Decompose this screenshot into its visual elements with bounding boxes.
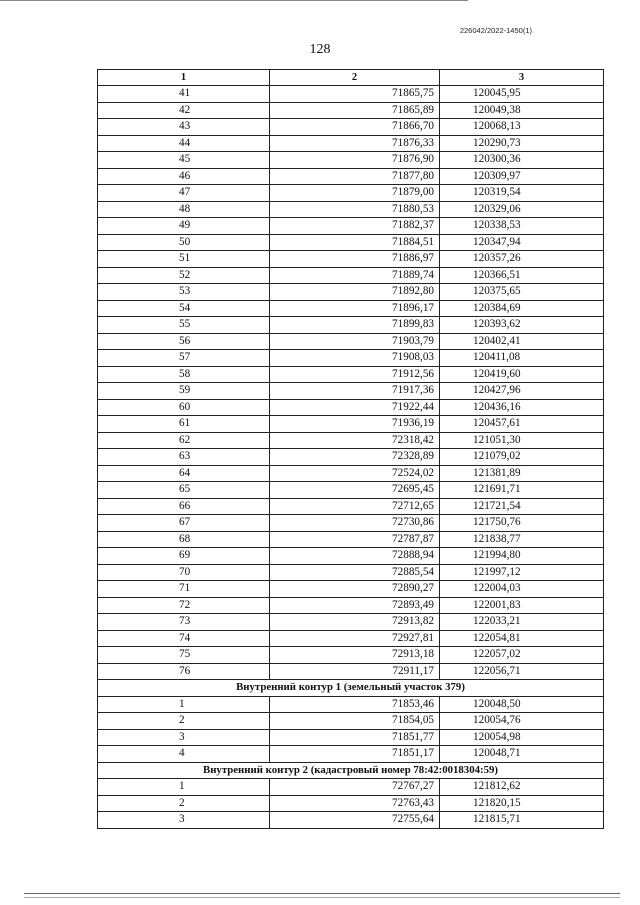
point-number-cell: 1	[98, 696, 270, 713]
point-number-cell: 61	[98, 416, 270, 433]
y-coordinate-cell: 120402,41	[440, 333, 604, 350]
table-row	[98, 201, 604, 218]
point-number-cell: 55	[98, 317, 270, 334]
y-coordinate-cell: 120366,51	[440, 267, 604, 284]
table-row	[98, 399, 604, 416]
table-row	[98, 366, 604, 383]
table-row	[98, 234, 604, 251]
table-row	[98, 812, 604, 829]
x-coordinate-cell: 72913,82	[270, 614, 440, 631]
x-coordinate-cell: 71903,79	[270, 333, 440, 350]
x-coordinate-cell: 71896,17	[270, 300, 440, 317]
point-number-cell: 56	[98, 333, 270, 350]
x-coordinate-cell: 71853,46	[270, 696, 440, 713]
y-coordinate-cell: 121994,80	[440, 548, 604, 565]
point-number-cell: 69	[98, 548, 270, 565]
y-coordinate-cell: 120357,26	[440, 251, 604, 268]
point-number-cell: 46	[98, 168, 270, 185]
x-coordinate-cell: 72893,49	[270, 597, 440, 614]
page-number: 128	[309, 42, 331, 57]
y-coordinate-cell: 120048,71	[440, 746, 604, 763]
table-row	[98, 795, 604, 812]
bottom-rule-secondary	[24, 897, 620, 898]
point-number-cell: 58	[98, 366, 270, 383]
point-number-cell: 3	[98, 729, 270, 746]
x-coordinate-cell: 71866,70	[270, 119, 440, 136]
y-coordinate-cell: 120049,38	[440, 102, 604, 119]
table-row	[98, 168, 604, 185]
y-coordinate-cell: 121721,54	[440, 498, 604, 515]
x-coordinate-cell: 72695,45	[270, 482, 440, 499]
y-coordinate-cell: 121051,30	[440, 432, 604, 449]
point-number-cell: 1	[98, 779, 270, 796]
table-row	[98, 432, 604, 449]
point-number-cell: 53	[98, 284, 270, 301]
x-coordinate-cell: 71854,05	[270, 713, 440, 730]
point-number-cell: 48	[98, 201, 270, 218]
x-coordinate-cell: 71912,56	[270, 366, 440, 383]
table-row	[98, 713, 604, 730]
y-coordinate-cell: 120427,96	[440, 383, 604, 400]
column-header-x: 2	[270, 70, 440, 86]
x-coordinate-cell: 71908,03	[270, 350, 440, 367]
point-number-cell: 51	[98, 251, 270, 268]
x-coordinate-cell: 72755,64	[270, 812, 440, 829]
y-coordinate-cell: 120309,97	[440, 168, 604, 185]
document-id: 226042/2022-1450(1)	[459, 26, 532, 35]
top-rule	[0, 0, 468, 1]
x-coordinate-cell: 72927,81	[270, 630, 440, 647]
section-row	[98, 680, 604, 697]
point-number-cell: 63	[98, 449, 270, 466]
y-coordinate-cell: 120347,94	[440, 234, 604, 251]
table-row	[98, 779, 604, 796]
x-coordinate-cell: 71876,33	[270, 135, 440, 152]
x-coordinate-cell: 71876,90	[270, 152, 440, 169]
y-coordinate-cell: 122054,81	[440, 630, 604, 647]
point-number-cell: 72	[98, 597, 270, 614]
point-number-cell: 47	[98, 185, 270, 202]
x-coordinate-cell: 71917,36	[270, 383, 440, 400]
point-number-cell: 60	[98, 399, 270, 416]
section-row	[98, 762, 604, 779]
point-number-cell: 57	[98, 350, 270, 367]
y-coordinate-cell: 120384,69	[440, 300, 604, 317]
table-row	[98, 152, 604, 169]
table-row	[98, 564, 604, 581]
point-number-cell: 64	[98, 465, 270, 482]
x-coordinate-cell: 71892,80	[270, 284, 440, 301]
table-row	[98, 185, 604, 202]
x-coordinate-cell: 72911,17	[270, 663, 440, 680]
x-coordinate-cell: 71936,19	[270, 416, 440, 433]
y-coordinate-cell: 120054,98	[440, 729, 604, 746]
table-row	[98, 498, 604, 515]
table-row	[98, 746, 604, 763]
point-number-cell: 41	[98, 86, 270, 103]
x-coordinate-cell: 72318,42	[270, 432, 440, 449]
table-row	[98, 597, 604, 614]
x-coordinate-cell: 71880,53	[270, 201, 440, 218]
y-coordinate-cell: 121691,71	[440, 482, 604, 499]
x-coordinate-cell: 72730,86	[270, 515, 440, 532]
y-coordinate-cell: 122057,02	[440, 647, 604, 664]
x-coordinate-cell: 72763,43	[270, 795, 440, 812]
header-row	[98, 70, 604, 86]
point-number-cell: 74	[98, 630, 270, 647]
point-number-cell: 62	[98, 432, 270, 449]
x-coordinate-cell: 71884,51	[270, 234, 440, 251]
table-row	[98, 416, 604, 433]
y-coordinate-cell: 120436,16	[440, 399, 604, 416]
x-coordinate-cell: 72913,18	[270, 647, 440, 664]
y-coordinate-cell: 120419,60	[440, 366, 604, 383]
table-row	[98, 102, 604, 119]
point-number-cell: 3	[98, 812, 270, 829]
y-coordinate-cell: 121812,62	[440, 779, 604, 796]
y-coordinate-cell: 120300,36	[440, 152, 604, 169]
point-number-cell: 42	[98, 102, 270, 119]
y-coordinate-cell: 120457,61	[440, 416, 604, 433]
table-row	[98, 729, 604, 746]
y-coordinate-cell: 121381,89	[440, 465, 604, 482]
table-row	[98, 284, 604, 301]
x-coordinate-cell: 71877,80	[270, 168, 440, 185]
table-row	[98, 300, 604, 317]
y-coordinate-cell: 120048,50	[440, 696, 604, 713]
table-row	[98, 647, 604, 664]
section-title: Внутренний контур 1 (земельный участок 379)	[98, 680, 604, 697]
point-number-cell: 49	[98, 218, 270, 235]
x-coordinate-cell: 71851,77	[270, 729, 440, 746]
point-number-cell: 59	[98, 383, 270, 400]
point-number-cell: 76	[98, 663, 270, 680]
y-coordinate-cell: 121997,12	[440, 564, 604, 581]
x-coordinate-cell: 71865,89	[270, 102, 440, 119]
x-coordinate-cell: 72767,27	[270, 779, 440, 796]
y-coordinate-cell: 120393,62	[440, 317, 604, 334]
y-coordinate-cell: 121820,15	[440, 795, 604, 812]
y-coordinate-cell: 122004,03	[440, 581, 604, 598]
y-coordinate-cell: 121079,02	[440, 449, 604, 466]
table-header	[98, 70, 604, 86]
table-row	[98, 218, 604, 235]
point-number-cell: 45	[98, 152, 270, 169]
point-number-cell: 4	[98, 746, 270, 763]
point-number-cell: 54	[98, 300, 270, 317]
y-coordinate-cell: 122056,71	[440, 663, 604, 680]
x-coordinate-cell: 72712,65	[270, 498, 440, 515]
table-row	[98, 581, 604, 598]
x-coordinate-cell: 71889,74	[270, 267, 440, 284]
table-row	[98, 482, 604, 499]
table-row	[98, 333, 604, 350]
x-coordinate-cell: 71865,75	[270, 86, 440, 103]
x-coordinate-cell: 71886,97	[270, 251, 440, 268]
point-number-cell: 44	[98, 135, 270, 152]
y-coordinate-cell: 120290,73	[440, 135, 604, 152]
point-number-cell: 2	[98, 795, 270, 812]
table-row	[98, 317, 604, 334]
table-row	[98, 614, 604, 631]
y-coordinate-cell: 120068,13	[440, 119, 604, 136]
point-number-cell: 2	[98, 713, 270, 730]
point-number-cell: 66	[98, 498, 270, 515]
y-coordinate-cell: 120338,53	[440, 218, 604, 235]
point-number-cell: 67	[98, 515, 270, 532]
point-number-cell: 71	[98, 581, 270, 598]
point-number-cell: 73	[98, 614, 270, 631]
y-coordinate-cell: 121815,71	[440, 812, 604, 829]
x-coordinate-cell: 71879,00	[270, 185, 440, 202]
y-coordinate-cell: 120054,76	[440, 713, 604, 730]
y-coordinate-cell: 120319,54	[440, 185, 604, 202]
table-row	[98, 251, 604, 268]
table-row	[98, 465, 604, 482]
bottom-rule	[24, 893, 620, 894]
table-row	[98, 531, 604, 548]
coordinates-table	[97, 69, 604, 829]
y-coordinate-cell: 122001,83	[440, 597, 604, 614]
x-coordinate-cell: 72888,94	[270, 548, 440, 565]
table-row	[98, 267, 604, 284]
x-coordinate-cell: 71922,44	[270, 399, 440, 416]
y-coordinate-cell: 120329,06	[440, 201, 604, 218]
point-number-cell: 50	[98, 234, 270, 251]
point-number-cell: 75	[98, 647, 270, 664]
table-body	[98, 86, 604, 829]
y-coordinate-cell: 121750,76	[440, 515, 604, 532]
point-number-cell: 70	[98, 564, 270, 581]
x-coordinate-cell: 72328,89	[270, 449, 440, 466]
y-coordinate-cell: 120411,08	[440, 350, 604, 367]
column-header-number: 1	[98, 70, 270, 86]
column-header-y: 3	[440, 70, 604, 86]
table-row	[98, 630, 604, 647]
x-coordinate-cell: 72524,02	[270, 465, 440, 482]
table-row	[98, 135, 604, 152]
x-coordinate-cell: 72885,54	[270, 564, 440, 581]
table-row	[98, 515, 604, 532]
y-coordinate-cell: 121838,77	[440, 531, 604, 548]
point-number-cell: 68	[98, 531, 270, 548]
x-coordinate-cell: 71851,17	[270, 746, 440, 763]
x-coordinate-cell: 72890,27	[270, 581, 440, 598]
table-row	[98, 86, 604, 103]
point-number-cell: 43	[98, 119, 270, 136]
table-row	[98, 350, 604, 367]
x-coordinate-cell: 71882,37	[270, 218, 440, 235]
y-coordinate-cell: 122033,21	[440, 614, 604, 631]
point-number-cell: 52	[98, 267, 270, 284]
table-row	[98, 696, 604, 713]
table-row	[98, 119, 604, 136]
section-title: Внутренний контур 2 (кадастровый номер 78:42:0018304:59)	[98, 762, 604, 779]
x-coordinate-cell: 71899,83	[270, 317, 440, 334]
table-row	[98, 449, 604, 466]
x-coordinate-cell: 72787,87	[270, 531, 440, 548]
table-row	[98, 383, 604, 400]
point-number-cell: 65	[98, 482, 270, 499]
y-coordinate-cell: 120375,65	[440, 284, 604, 301]
table-row	[98, 663, 604, 680]
table-row	[98, 548, 604, 565]
y-coordinate-cell: 120045,95	[440, 86, 604, 103]
